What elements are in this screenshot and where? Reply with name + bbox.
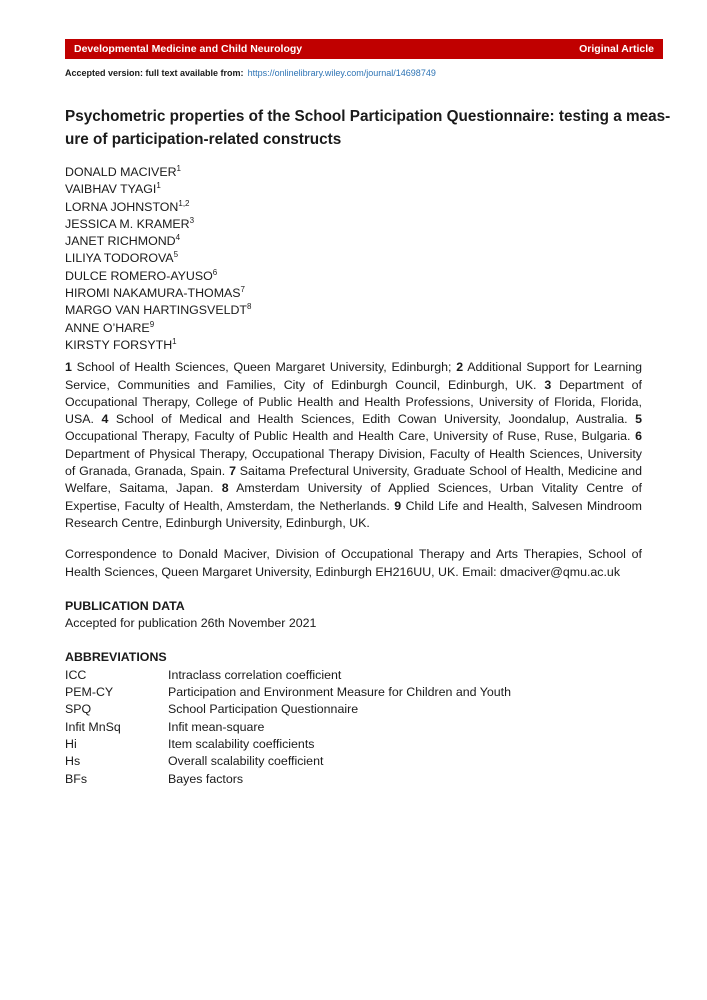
- accepted-version-note: [65, 67, 707, 79]
- accepted-version-label: Accepted version: full text available from:: [65, 68, 244, 78]
- publication-data-section: [65, 598, 707, 633]
- article-title-line-1: Psychometric properties of the School Participation Questionnaire: testing a meas-: [65, 108, 671, 125]
- abbreviation-row: [65, 771, 707, 788]
- abbreviation-term: SPQ: [65, 702, 92, 717]
- publication-data-heading: PUBLICATION DATA: [65, 598, 185, 613]
- author-affiliation-superscript: 1: [156, 181, 161, 191]
- abbreviation-term: ICC: [65, 667, 87, 682]
- author-affiliation-superscript: 8: [247, 302, 252, 312]
- abbreviation-row: [65, 753, 707, 770]
- abbreviation-definition: Intraclass correlation coefficient: [168, 667, 342, 682]
- author-affiliation-superscript: 1: [176, 163, 181, 173]
- article-title-line-2: ure of participation-related constructs: [65, 131, 342, 148]
- author-name: HIROMI NAKAMURA-THOMAS$^7$: [65, 284, 245, 301]
- abbreviation-term: Infit MnSq: [65, 719, 121, 734]
- article-type-badge: Original Article: [579, 43, 654, 55]
- abbreviations-heading: ABBREVIATIONS: [65, 650, 167, 665]
- abbreviation-definition: Infit mean-square: [168, 719, 265, 734]
- abbreviation-row: [65, 701, 707, 718]
- abbreviation-term: PEM-CY: [65, 685, 114, 700]
- author-name: VAIBHAV TYAGI$^1$: [65, 181, 161, 197]
- abbreviation-definition: Overall scalability coefficient: [168, 754, 324, 769]
- abbreviation-term: Hs: [65, 754, 81, 769]
- abbreviation-row: [65, 719, 707, 736]
- author-name: LILIYA TODOROVA$^5$: [65, 250, 179, 266]
- author-affiliation-superscript: 6: [212, 267, 218, 277]
- journal-banner: [65, 39, 663, 59]
- author-affiliation-superscript: 9: [149, 319, 155, 329]
- abbreviation-definition: School Participation Questionnaire: [168, 702, 359, 717]
- abbreviation-definition: Item scalability coefficients: [168, 736, 315, 751]
- correspondence-paragraph: Correspondence to Donald Maciver, Division of Occupational Therapy and Arts Therapies, School of Health Sciences, Queen Margaret University, Edinburgh EH216UU, UK. Email: dmaciver@qmu.ac.uk: [65, 547, 642, 579]
- author-affiliation-superscript: 4: [175, 233, 181, 243]
- journal-name: Developmental Medicine and Child Neurology: [74, 43, 303, 55]
- author-affiliation-superscript: 1,2: [178, 198, 190, 208]
- author-name: MARGO VAN HARTINGSVELDT$^8$: [65, 302, 252, 318]
- author-name: JANET RICHMOND$^4$: [65, 233, 181, 249]
- author-affiliation-superscript: 1: [172, 336, 177, 346]
- abbreviation-definition: Bayes factors: [168, 771, 244, 786]
- abbreviation-row: [65, 684, 707, 701]
- author-name: DONALD MACIVER$^1$: [65, 163, 181, 179]
- journal-url-link[interactable]: https://onlinelibrary.wiley.com/journal/14698749: [247, 68, 436, 78]
- abbreviation-term: Hi: [65, 736, 77, 751]
- affiliations-paragraph: 1 School of Health Sciences, Queen Margaret University, Edinburgh; 2 Additional Support for Learning Service, Communities and Families, City of Edinburgh Council, Edinburgh, UK. 3 Department of Occupational Therapy, College of Public Health and Health Professions, University of Florida, Florida, USA. 4 School of Medical and Health Sciences, Edith Cowan University, Joondalup, Australia. 5 Occupational Therapy, Faculty of Public Health and Health Care, University of Ruse, Ruse, Bulgaria. 6 Department of Physical Therapy, Occupational Therapy Division, Faculty of Health Sciences, University of Granada, Granada, Spain. 7 Saitama Prefectural University, Graduate School of Health, Medicine and Welfare, Saitama, Japan. 8 Amsterdam University of Applied Sciences, Urban Vitality Centre of Expertise, Faculty of Health, Amsterdam, the Netherlands. 9 Child Life and Health, Salvesen Mindroom Research Centre, Edinburgh University, Edinburgh, UK.: [65, 360, 642, 530]
- abbreviation-row: [65, 667, 707, 684]
- author-affiliation-superscript: 3: [189, 215, 195, 225]
- author-affiliation-superscript: 7: [240, 284, 245, 294]
- abbreviation-term: BFs: [65, 771, 88, 786]
- author-list: [65, 164, 707, 354]
- author-name: ANNE O’HARE$^9$: [65, 319, 155, 335]
- author-affiliation-superscript: 5: [173, 250, 179, 260]
- publication-data-text: Accepted for publication 26th November 2021: [65, 616, 317, 631]
- author-name: LORNA JOHNSTON$^{1,2}$: [65, 198, 190, 214]
- author-name: DULCE ROMERO-AYUSO$^6$: [65, 267, 218, 283]
- article-title: [65, 105, 671, 151]
- abbreviations-section: [65, 649, 707, 787]
- author-name: JESSICA M. KRAMER$^3$: [65, 215, 195, 231]
- author-name: KIRSTY FORSYTH$^1$: [65, 336, 177, 352]
- abbreviation-definition: Participation and Environment Measure for Children and Youth: [168, 685, 512, 700]
- abbreviation-row: [65, 736, 707, 753]
